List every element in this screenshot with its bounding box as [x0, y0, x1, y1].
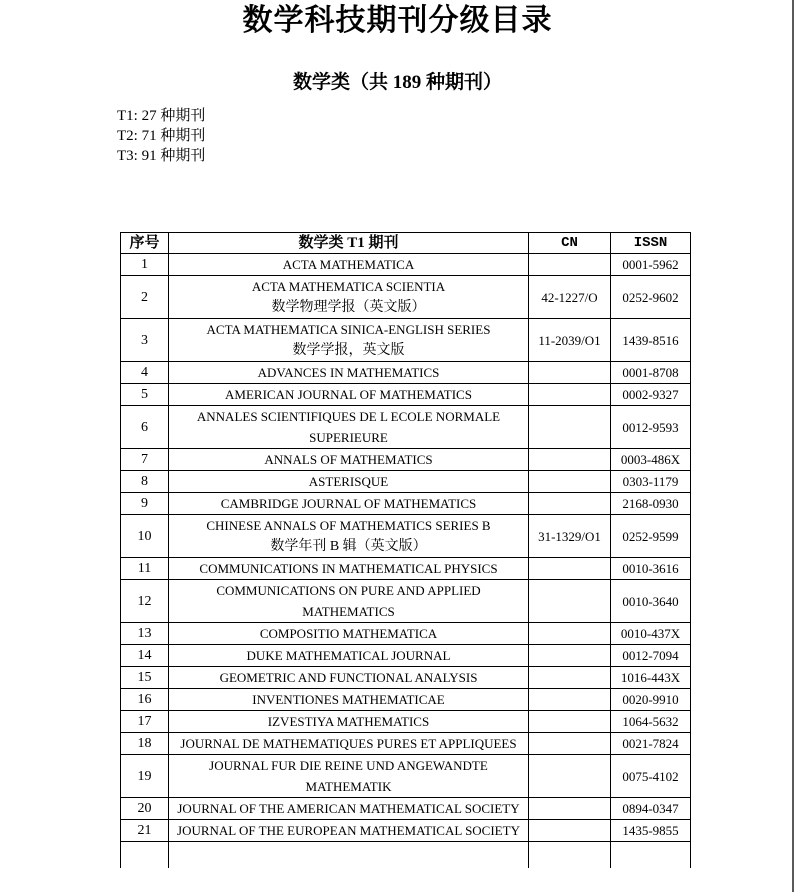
- cn-number-cell: [529, 362, 611, 384]
- journal-title-cell: [169, 493, 529, 515]
- issn-cell: 0012-7094: [611, 645, 691, 667]
- issn-cell: 0010-437X: [611, 623, 691, 645]
- table-row: [121, 319, 691, 362]
- journal-title-en: DUKE MATHEMATICAL JOURNAL: [246, 648, 451, 663]
- journal-title-cell: [169, 276, 529, 319]
- row-number: 11: [121, 558, 169, 580]
- section-subtitle: 数学类（共 189 种期刊）: [292, 72, 502, 93]
- journal-title-en: JOURNAL OF THE AMERICAN MATHEMATICAL SOCIETY: [177, 801, 520, 816]
- issn-cell: 0010-3640: [611, 580, 691, 623]
- table-row: [121, 493, 691, 515]
- table-row: [121, 667, 691, 689]
- table-row: [121, 276, 691, 319]
- tier-count-t3: T3: 91 种期刊: [117, 148, 206, 164]
- cn-number-cell: [529, 820, 611, 842]
- row-number: 4: [121, 362, 169, 384]
- issn-cell: 0001-8708: [611, 362, 691, 384]
- journal-title-en: CAMBRIDGE JOURNAL OF MATHEMATICS: [220, 496, 477, 511]
- cn-number-cell: [529, 755, 611, 798]
- table-row-partial: [121, 842, 691, 868]
- issn-cell: 1435-9855: [611, 820, 691, 842]
- cn-number-cell: [529, 623, 611, 645]
- journal-title-en: IZVESTIYA MATHEMATICS: [267, 714, 430, 729]
- page-title: 数学科技期刊分级目录: [242, 4, 553, 37]
- row-number: 5: [121, 384, 169, 406]
- issn-cell: 0012-9593: [611, 406, 691, 449]
- journal-title-en: JOURNAL DE MATHEMATIQUES PURES ET APPLIQUEES: [180, 736, 517, 751]
- table-header-row: [121, 233, 691, 254]
- issn-cell: 0894-0347: [611, 798, 691, 820]
- journal-title-cell: [169, 254, 529, 276]
- column-header-issn: ISSN: [611, 233, 691, 254]
- table-row: [121, 406, 691, 449]
- cn-number-cell: 11-2039/O1: [529, 319, 611, 362]
- row-number: 12: [121, 580, 169, 623]
- issn-cell: 0021-7824: [611, 733, 691, 755]
- journal-title-cell: [169, 558, 529, 580]
- table-row: [121, 362, 691, 384]
- table-row: [121, 755, 691, 798]
- row-number: 2: [121, 276, 169, 319]
- issn-cell: 0003-486X: [611, 449, 691, 471]
- cn-number-cell: [529, 580, 611, 623]
- table-row: [121, 645, 691, 667]
- journal-title-cell: [169, 623, 529, 645]
- row-number: 14: [121, 645, 169, 667]
- row-number: 18: [121, 733, 169, 755]
- journal-title-cell: [169, 798, 529, 820]
- journal-title-cell: [169, 580, 529, 623]
- empty-cell: [121, 842, 169, 868]
- issn-cell: 0075-4102: [611, 755, 691, 798]
- table-row: [121, 558, 691, 580]
- journal-title-cn: 数学年刊 B 辑（英文版）: [270, 539, 427, 554]
- cn-number-cell: [529, 689, 611, 711]
- cn-number-cell: 31-1329/O1: [529, 515, 611, 558]
- journal-title-en: GEOMETRIC AND FUNCTIONAL ANALYSIS: [219, 670, 478, 685]
- table-row: [121, 711, 691, 733]
- cn-number-cell: [529, 406, 611, 449]
- empty-cell: [169, 842, 529, 868]
- issn-cell: 0020-9910: [611, 689, 691, 711]
- issn-cell: 1064-5632: [611, 711, 691, 733]
- table-row: [121, 798, 691, 820]
- tier-count-t2: T2: 71 种期刊: [117, 128, 206, 144]
- journal-title-en: INVENTIONES MATHEMATICAE: [252, 692, 445, 707]
- table-row: [121, 820, 691, 842]
- table-row: [121, 254, 691, 276]
- journal-title-cn: 数学学报，英文版: [292, 343, 405, 358]
- journal-title-en: AMERICAN JOURNAL OF MATHEMATICS: [225, 387, 472, 402]
- journal-title-en: ACTA MATHEMATICA SCIENTIA: [251, 279, 446, 294]
- journal-title-en: JOURNAL FUR DIE REINE UND ANGEWANDTE MATHEMATIK: [209, 758, 488, 794]
- journal-title-cell: [169, 645, 529, 667]
- row-number: 7: [121, 449, 169, 471]
- journal-title-cell: [169, 471, 529, 493]
- journal-title-cn: 数学物理学报（英文版）: [271, 300, 426, 315]
- row-number: 17: [121, 711, 169, 733]
- column-header-cn: CN: [529, 233, 611, 254]
- row-number: 13: [121, 623, 169, 645]
- table-row: [121, 449, 691, 471]
- cn-number-cell: [529, 471, 611, 493]
- row-number: 6: [121, 406, 169, 449]
- journal-title-cell: [169, 689, 529, 711]
- table-row: [121, 515, 691, 558]
- table-row: [121, 623, 691, 645]
- tier-count-t1: T1: 27 种期刊: [117, 108, 206, 124]
- journal-title-en: COMMUNICATIONS ON PURE AND APPLIED MATHEMATICS: [216, 583, 481, 619]
- journal-title-cell: [169, 667, 529, 689]
- row-number: 9: [121, 493, 169, 515]
- journal-title-cell: [169, 406, 529, 449]
- issn-cell: 0303-1179: [611, 471, 691, 493]
- journal-title-en: ACTA MATHEMATICA: [282, 257, 415, 272]
- column-header-title: 数学类 T1 期刊: [169, 233, 529, 254]
- row-number: 10: [121, 515, 169, 558]
- journal-title-en: ASTERISQUE: [308, 474, 389, 489]
- row-number: 19: [121, 755, 169, 798]
- row-number: 3: [121, 319, 169, 362]
- issn-cell: 0002-9327: [611, 384, 691, 406]
- table-row: [121, 384, 691, 406]
- table-row: [121, 471, 691, 493]
- cn-number-cell: [529, 798, 611, 820]
- issn-cell: 0252-9602: [611, 276, 691, 319]
- cn-number-cell: [529, 493, 611, 515]
- issn-cell: 0001-5962: [611, 254, 691, 276]
- cn-number-cell: [529, 711, 611, 733]
- tier-counts: [117, 106, 795, 166]
- journal-title-en: ANNALS OF MATHEMATICS: [264, 452, 433, 467]
- row-number: 8: [121, 471, 169, 493]
- journal-title-en: CHINESE ANNALS OF MATHEMATICS SERIES B: [206, 518, 491, 533]
- journal-title-en: ANNALES SCIENTIFIQUES DE L ECOLE NORMALE SUPERIEURE: [196, 409, 501, 445]
- journal-title-en: COMPOSITIO MATHEMATICA: [259, 626, 438, 641]
- journal-title-cell: [169, 362, 529, 384]
- issn-cell: 0252-9599: [611, 515, 691, 558]
- journal-title-cell: [169, 820, 529, 842]
- issn-cell: 1016-443X: [611, 667, 691, 689]
- window-edge-line: [792, 0, 794, 892]
- cn-number-cell: [529, 384, 611, 406]
- cn-number-cell: [529, 733, 611, 755]
- table-row: [121, 580, 691, 623]
- cn-number-cell: [529, 558, 611, 580]
- journal-title-en: JOURNAL OF THE EUROPEAN MATHEMATICAL SOCIETY: [177, 823, 520, 838]
- cn-number-cell: 42-1227/O: [529, 276, 611, 319]
- journal-title-en: ADVANCES IN MATHEMATICS: [257, 365, 440, 380]
- empty-cell: [611, 842, 691, 868]
- row-number: 20: [121, 798, 169, 820]
- row-number: 15: [121, 667, 169, 689]
- row-number: 1: [121, 254, 169, 276]
- table-row: [121, 689, 691, 711]
- issn-cell: 2168-0930: [611, 493, 691, 515]
- journal-table: [120, 232, 691, 868]
- journal-title-en: COMMUNICATIONS IN MATHEMATICAL PHYSICS: [199, 561, 498, 576]
- table-row: [121, 733, 691, 755]
- cn-number-cell: [529, 254, 611, 276]
- journal-title-cell: [169, 755, 529, 798]
- row-number: 16: [121, 689, 169, 711]
- column-header-index: 序号: [121, 233, 169, 254]
- cn-number-cell: [529, 645, 611, 667]
- journal-title-en: ACTA MATHEMATICA SINICA-ENGLISH SERIES: [206, 322, 491, 337]
- journal-title-cell: [169, 384, 529, 406]
- issn-cell: 1439-8516: [611, 319, 691, 362]
- empty-cell: [529, 842, 611, 868]
- journal-title-cell: [169, 319, 529, 362]
- row-number: 21: [121, 820, 169, 842]
- journal-title-cell: [169, 711, 529, 733]
- cn-number-cell: [529, 667, 611, 689]
- journal-title-cell: [169, 449, 529, 471]
- issn-cell: 0010-3616: [611, 558, 691, 580]
- journal-title-cell: [169, 733, 529, 755]
- journal-title-cell: [169, 515, 529, 558]
- cn-number-cell: [529, 449, 611, 471]
